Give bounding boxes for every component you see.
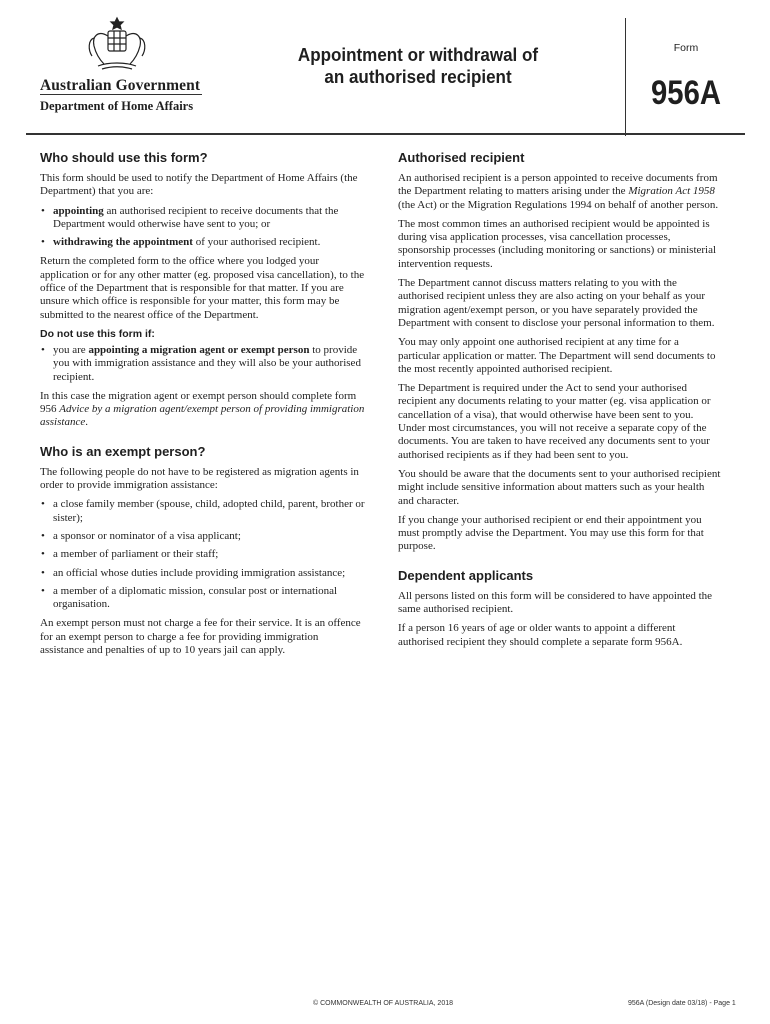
common-times-paragraph: The most common times an authorised recipient would be appointed is during visa application processes, visa cancellation processes, sponsorship processes (including monitoring or sanctions) or ministerial intervention requests.	[398, 217, 717, 270]
list-item-text: of your authorised recipient.	[192, 236, 321, 249]
page-header	[0, 0, 770, 135]
form-title-line-1: Appointment or withdrawal of	[297, 44, 539, 65]
purpose-list	[40, 205, 365, 250]
paragraph-text: In this case the migration agent or exempt person should complete form 956	[40, 389, 357, 416]
list-item: • a member of parliament or their staff;	[40, 548, 365, 561]
list-item: • a sponsor or nominator of a visa applicant;	[40, 530, 365, 543]
dependent-paragraph-2: If a person 16 years of age or older wants to appoint a different authorised recipient they should complete a separate form 956A.	[398, 622, 683, 648]
government-rule	[40, 94, 202, 95]
exempt-intro-paragraph: The following people do not have to be registered as migration agents in order to provide immigration assistance:	[40, 465, 359, 492]
list-item	[40, 205, 365, 232]
form-label: Form	[673, 42, 699, 54]
heading-dependent-applicants: Dependent applicants	[398, 567, 534, 583]
one-recipient-paragraph: You may only appoint one authorised recipient at any time for a particular application or matter. The Department will send documents to the most recently appointed authorised recipient.	[398, 336, 716, 375]
heading-do-not-use: Do not use this form if:	[40, 327, 155, 340]
return-paragraph: Return the completed form to the office where you lodged your application or for any other matter (eg. proposed visa cancellation), to the office of the Department that is responsible for that matter. If you are unsure which office is responsible for your matter, this form may be submitted to the nearest office of the Department.	[40, 255, 365, 321]
do-not-use-list	[40, 344, 365, 384]
change-recipient-paragraph: If you change your authorised recipient or end their appointment you must promptly advise the Department. You may use this form for that purpose.	[398, 513, 704, 553]
left-column	[40, 150, 365, 663]
list-item: • an official whose duties include providing immigration assistance;	[40, 567, 365, 580]
list-item-text: you are	[53, 343, 89, 356]
dependent-paragraph-1: All persons listed on this form will be considered to have appointed the same authorised recipient.	[398, 589, 713, 616]
definition-paragraph	[398, 172, 723, 212]
form-number: 956A	[651, 74, 721, 112]
list-item: • a close family member (spouse, child, adopted child, parent, brother or sister);	[40, 498, 365, 525]
act-title: Migration Act 1958	[628, 185, 715, 198]
coat-of-arms-icon	[84, 16, 150, 72]
list-item-bold: withdrawing the appointment	[53, 236, 193, 249]
form-number-box	[625, 18, 746, 136]
form-956-title: Advice by a migration agent/exempt person of providing immigration assistance	[40, 403, 365, 429]
heading-exempt-person: Who is an exempt person?	[40, 443, 206, 459]
intro-paragraph: This form should be used to notify the Department of Home Affairs (the Department) that you are:	[40, 172, 358, 198]
migration-agent-paragraph	[40, 390, 365, 430]
list-item-text: an authorised recipient to receive documents that the Department would otherwise have sent to you; or	[53, 204, 339, 230]
copyright-notice: © COMMONWEALTH OF AUSTRALIA, 2018	[313, 1000, 453, 1007]
discuss-paragraph: The Department cannot discuss matters relating to you with the authorised recipient unless they are also acting on your behalf as your migration agent/exempt person, or you have separately provided the Department with consent to disclose your personal information to them.	[398, 277, 715, 329]
paragraph-text: An authorised recipient is a person appointed to receive documents from the Department relating to matters arising under the	[398, 172, 718, 198]
list-item-text: to provide you with immigration assistance and they will also be your authorised recipient.	[53, 343, 361, 383]
list-item	[40, 236, 365, 249]
list-item-bold: appointing	[53, 204, 104, 217]
paragraph-text: .	[85, 416, 88, 429]
heading-authorised-recipient: Authorised recipient	[398, 150, 525, 165]
list-item: • a member of a diplomatic mission, consular post or international organisation.	[40, 585, 365, 612]
right-column	[398, 150, 723, 655]
list-item-bold: appointing a migration agent or exempt person	[88, 343, 310, 356]
form-title-line-2: an authorised recipient	[324, 66, 512, 87]
fee-paragraph: An exempt person must not charge a fee for their service. It is an offence for an exempt person to charge a fee for providing immigration assistance and penalties of up to 10 years jail can apply.	[40, 617, 361, 657]
paragraph-text: (the Act) or the Migration Regulations 1994 on behalf of another person.	[398, 198, 719, 211]
sensitive-info-paragraph: You should be aware that the documents sent to your authorised recipient might include sensitive information about matters such as your health and character.	[398, 467, 721, 507]
department-name: Department of Home Affairs	[40, 99, 194, 113]
documents-paragraph: The Department is required under the Act to send your authorised recipient any documents relating to your matter (eg. visa application or cancellation of a visa), that would otherwise have been sent to you. Under most circumstances, you will not receive a separate copy of the documents. You are taken to have received any documents sent to your authorised recipients as if they had been sent to you.	[398, 382, 711, 461]
form-title	[291, 44, 545, 88]
heading-who-should-use: Who should use this form?	[40, 150, 208, 165]
government-name: Australian Government	[40, 77, 201, 94]
page-info: 956A (Design date 03/18) - Page 1	[628, 1000, 736, 1007]
header-divider	[26, 133, 745, 135]
list-item	[40, 344, 365, 384]
exempt-list	[40, 498, 365, 611]
